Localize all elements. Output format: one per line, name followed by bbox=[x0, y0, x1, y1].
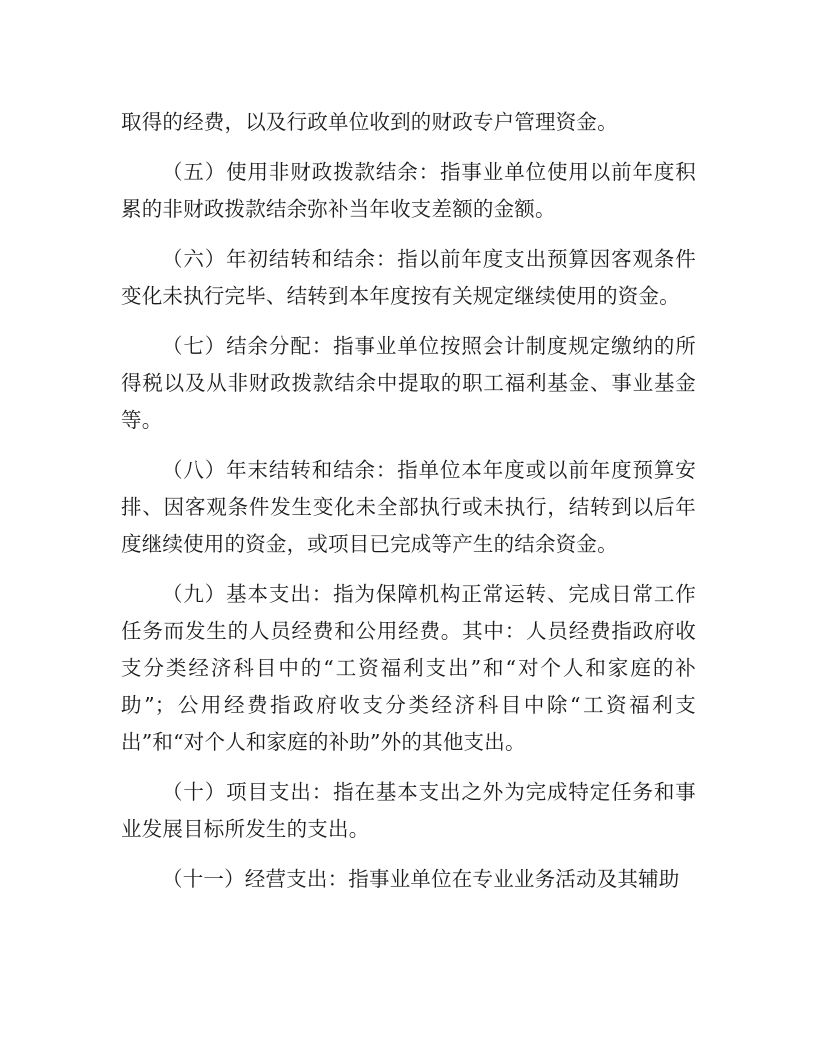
paragraph-item-10: （十）项目支出：指在基本支出之外为完成特定任务和事业发展目标所发生的支出。 bbox=[121, 780, 696, 841]
paragraph-item-8: （八）年末结转和结余：指单位本年度或以前年度预算安排、因客观条件发生变化未全部执行或未执行，结转到以后年度继续使用的资金，或项目已完成等产生的结余资金。 bbox=[121, 458, 696, 556]
paragraph-item-6: （六）年初结转和结余：指以前年度支出预算因客观条件变化未执行完毕、结转到本年度按有关规定继续使用的资金。 bbox=[121, 247, 696, 308]
paragraph-item-7: （七）结余分配：指事业单位按照会计制度规定缴纳的所得税以及从非财政拨款结余中提取的职工福利基金、事业基金等。 bbox=[121, 334, 696, 432]
paragraph-item-5: （五）使用非财政拨款结余：指事业单位使用以前年度积累的非财政拨款结余弥补当年收支差额的金额。 bbox=[121, 160, 696, 221]
paragraph-item-9: （九）基本支出：指为保障机构正常运转、完成日常工作任务而发生的人员经费和公用经费。其中：人员经费指政府收支分类经济科目中的“工资福利支出”和“对个人和家庭的补助”；公用经费指政府收支分类经济科目中除“工资福利支出”和“对个人和家庭的补助”外的其他支出。 bbox=[121, 582, 696, 754]
paragraph-continuation: 取得的经费，以及行政单位收到的财政专户管理资金。 bbox=[121, 110, 618, 134]
paragraph-item-11: （十一）经营支出：指事业单位在专业业务活动及其辅助 bbox=[162, 867, 680, 891]
document-body bbox=[121, 104, 696, 911]
